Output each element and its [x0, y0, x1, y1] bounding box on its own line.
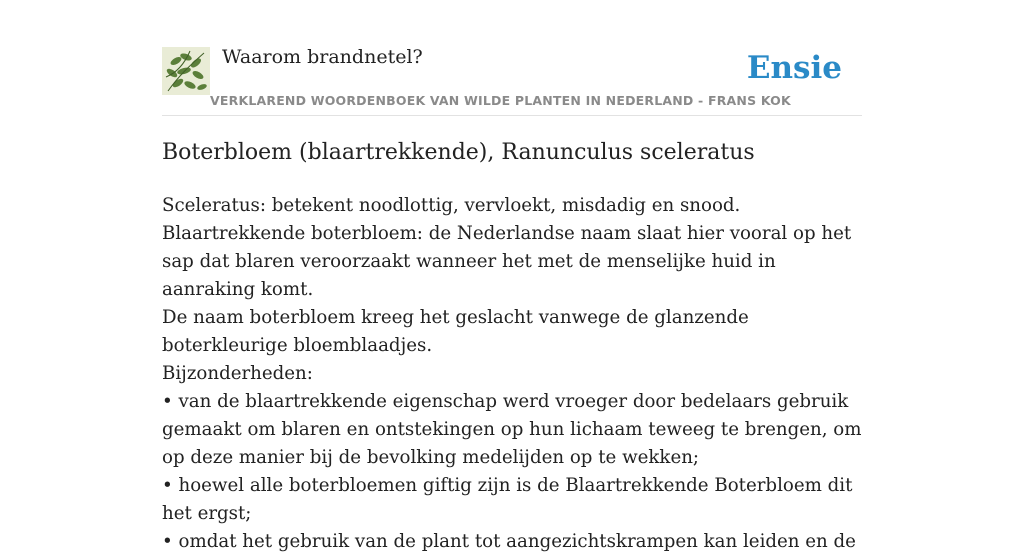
header	[162, 0, 862, 116]
article-title: Boterbloem (blaartrekkende), Ranunculus sceleratus	[162, 140, 755, 165]
article-body	[162, 192, 862, 556]
site-title[interactable]: Waarom brandnetel?	[222, 46, 423, 68]
paragraph: Blaartrekkende boterbloem: de Nederlandse naam slaat hier vooral op het sap dat blaren veroorzaakt wanneer het met de menselijke huid in aanraking komt.	[162, 223, 852, 300]
list-item: • omdat het gebruik van de plant tot aangezichtskrampen kan leiden en de	[162, 531, 856, 552]
brand-logo[interactable]: Ensie	[746, 50, 842, 86]
dictionary-subtitle[interactable]: VERKLAREND WOORDENBOEK VAN WILDE PLANTEN IN NEDERLAND - FRANS KOK	[210, 93, 791, 108]
paragraph: Bijzonderheden:	[162, 363, 313, 384]
list-item: • hoewel alle boterbloemen giftig zijn is de Blaartrekkende Boterbloem dit het ergst;	[162, 475, 853, 524]
fern-leaves-icon[interactable]	[162, 47, 210, 95]
paragraph: Sceleratus: betekent noodlottig, vervloekt, misdadig en snood.	[162, 195, 741, 216]
avatar-image	[162, 47, 210, 95]
list-item: • van de blaartrekkende eigenschap werd vroeger door bedelaars gebruik gemaakt om blaren en ontstekingen op hun lichaam teweeg te brengen, om op deze manier bij de bevolking medelijden op te wekken;	[162, 391, 862, 468]
paragraph: De naam boterbloem kreeg het geslacht vanwege de glanzende boterkleurige bloemblaadjes.	[162, 307, 749, 356]
page	[162, 0, 862, 552]
